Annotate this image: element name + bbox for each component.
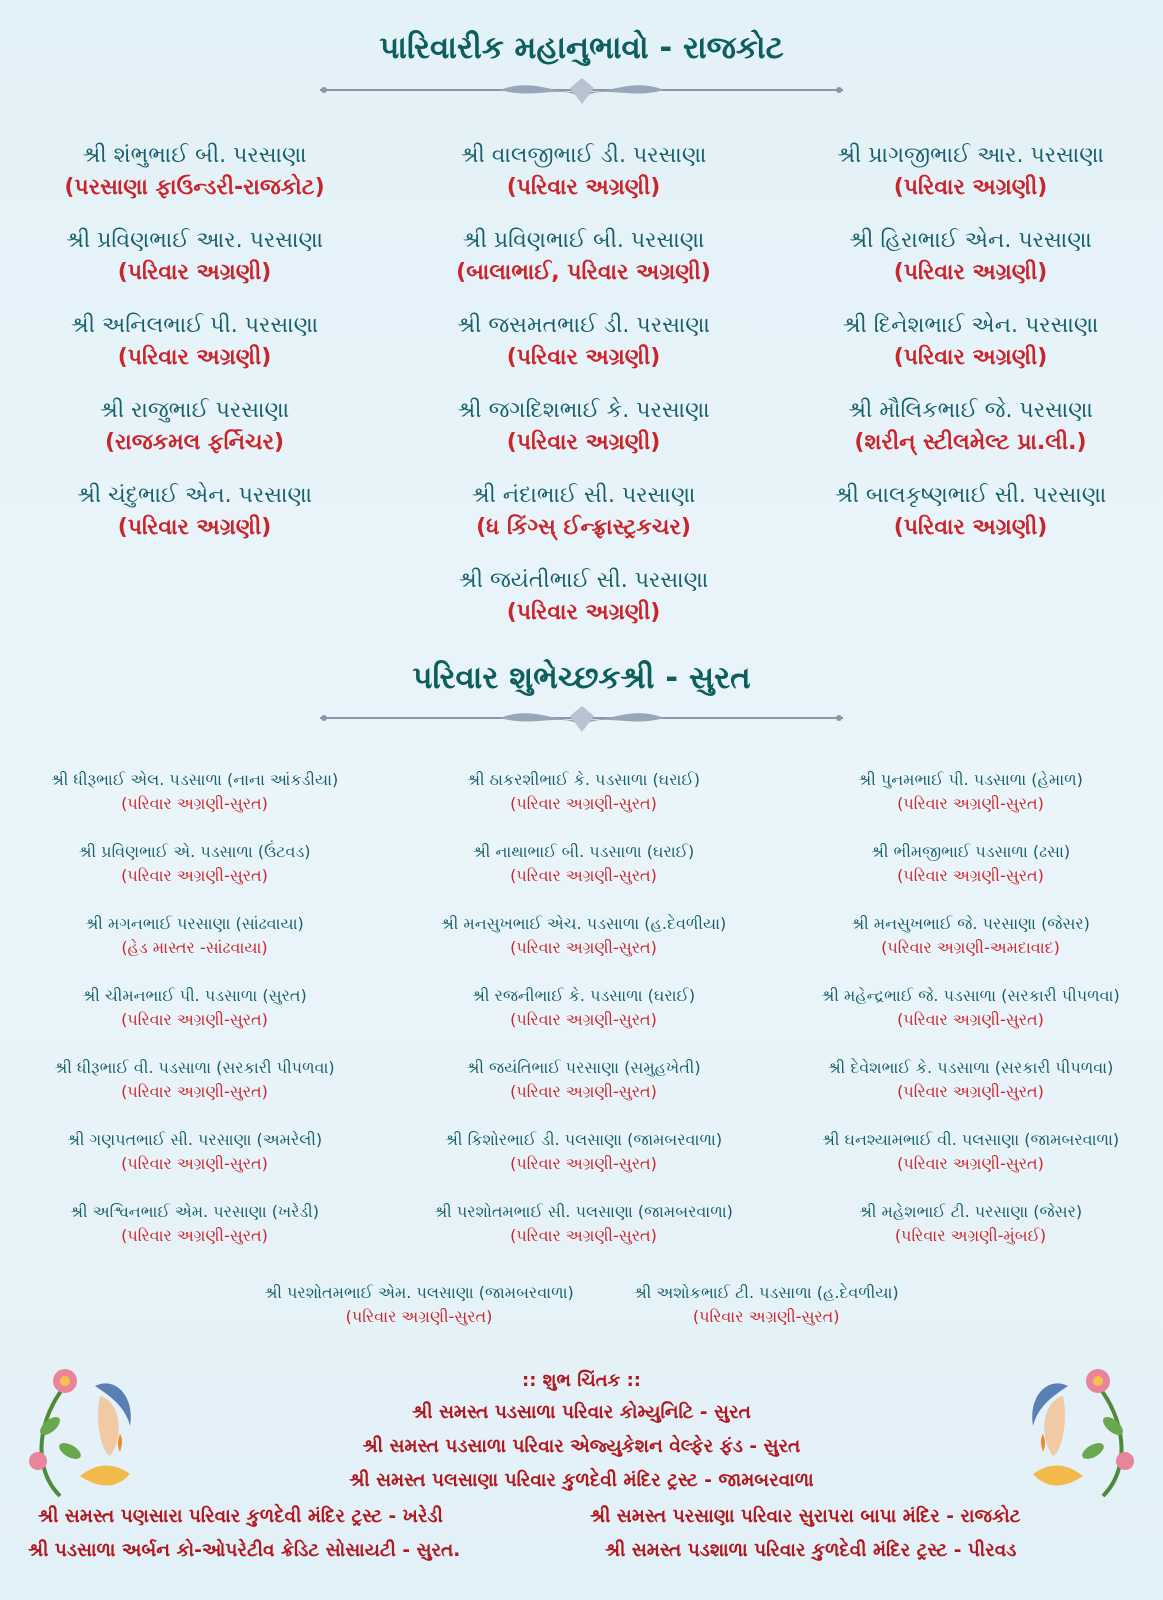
well-wisher-line: શ્રી સમસ્ત પણસારા પરિવાર કુળદેવી મંદિર ટ્રસ્ટ - ખરેડી — [38, 1506, 443, 1527]
member-name: શ્રી દિનેશભાઈ એન. પરસાણા — [842, 313, 1099, 338]
well-wisher-line: શ્રી સમસ્ત પડસાળા પરિવાર કોમ્યુનિટિ - સુરત — [412, 1402, 751, 1423]
member-entry — [859, 1200, 1082, 1272]
surat-member-grid — [0, 768, 1163, 1272]
member-name: શ્રી જયંતિભાઈ પરસાણા (સમુહખેતી) — [466, 1058, 701, 1077]
member-entry — [54, 1056, 334, 1128]
member-role: (પરિવાર અગ્રણી-સુરત) — [897, 794, 1044, 813]
member-name: શ્રી ચીમનભાઈ પી. પડસાળા (સુરત) — [82, 986, 307, 1005]
member-role: (પરસાણા ફાઉન્ડરી-રાજકોટ) — [64, 175, 325, 200]
member-role: (પરિવાર અગ્રણી-સુરત) — [510, 866, 657, 885]
member-name: શ્રી શંભુભાઈ બી. પરસાણા — [82, 143, 307, 168]
member-role: (પરિવાર અગ્રણી) — [117, 345, 272, 370]
member-entry — [821, 984, 1119, 1056]
member-entry — [835, 480, 1107, 565]
member-role: (પરિવાર અગ્રણી) — [506, 600, 661, 625]
member-role: (પરિવાર અગ્રણી-મુંબઈ) — [894, 1226, 1047, 1245]
member-name: શ્રી ગણપતભાઈ સી. પરસાણા (અમરેલી) — [66, 1130, 323, 1149]
member-entry — [851, 912, 1090, 984]
member-role: (પરિવાર અગ્રણી-સુરત) — [121, 866, 268, 885]
member-name: શ્રી ઘનશ્યામભાઈ વી. પલસાણા (જામબરવાળા) — [821, 1130, 1120, 1149]
member-role: (બાલાભાઈ, પરિવાર અગ્રણી) — [456, 260, 711, 285]
member-entry — [456, 225, 711, 310]
member-entry — [472, 984, 695, 1056]
member-name: શ્રી મગનભાઈ પરસાણા (સાંઢવાયા) — [85, 914, 304, 933]
member-entry — [871, 840, 1070, 912]
ornamental-divider — [320, 706, 843, 736]
member-role: (પરિવાર અગ્રણી) — [506, 345, 661, 370]
member-name: શ્રી ઠાકરશીભાઈ કે. પડસાળા (ઘરાઈ) — [466, 770, 701, 789]
member-entry — [848, 395, 1093, 480]
member-entry — [467, 768, 700, 840]
member-role: (પરિવાર અગ્રણી-સુરત) — [121, 1226, 268, 1245]
member-entry — [466, 1056, 700, 1128]
member-column — [0, 140, 389, 650]
member-name: શ્રી ધીરૂભાઈ વી. પડસાળા (સરકારી પીપળવા) — [54, 1058, 335, 1077]
member-name: શ્રી જગદિશભાઈ કે. પરસાણા — [457, 398, 710, 423]
member-role: (પરિવાર અગ્રણી-સુરત) — [510, 794, 657, 813]
member-entry — [434, 1200, 733, 1272]
rajkot-member-grid — [0, 140, 1163, 650]
member-name: શ્રી પ્રવિણભાઈ બી. પરસાણા — [462, 228, 705, 253]
member-entry — [849, 225, 1092, 310]
member-entry — [634, 1281, 899, 1353]
well-wishers-heading: :: શુભ ચિંતક :: — [522, 1370, 641, 1391]
well-wisher-line: શ્રી સમસ્ત પડસાળા પરિવાર એજ્યુકેશન વેલ્ફેર ફંડ - સુરત — [362, 1436, 801, 1457]
member-entry — [461, 140, 707, 225]
member-role: (ધ કિંગ્સ્ ઈન્ફ્રાસ્ટ્રકચર) — [476, 515, 691, 540]
member-column — [389, 140, 778, 650]
member-name: શ્રી પરશોતમભાઈ સી. પલસાણા (જામબરવાળા) — [434, 1202, 733, 1221]
member-entry — [77, 480, 312, 565]
member-name: શ્રી નાથાભાઈ બી. પડસાળા (ઘરાઈ) — [472, 842, 695, 861]
member-name: શ્રી પ્રવિણભાઈ એ. પડસાળા (ઉંટવડ) — [78, 842, 311, 861]
member-column — [778, 140, 1163, 650]
member-role: (પરિવાર અગ્રણી) — [893, 345, 1048, 370]
member-column — [389, 768, 778, 1272]
member-entry — [100, 395, 289, 480]
member-role: (પરિવાર અગ્રણી-સુરત) — [897, 1154, 1044, 1173]
member-role: (પરિવાર અગ્રણી-સુરત) — [510, 1226, 657, 1245]
member-entry — [71, 310, 318, 395]
member-role: (પરિવાર અગ્રણી) — [117, 260, 272, 285]
member-role: (પરિવાર અગ્રણી) — [893, 175, 1048, 200]
member-name: શ્રી હિરાભાઈ એન. પરસાણા — [849, 228, 1092, 253]
member-entry — [264, 1281, 573, 1353]
well-wisher-line: શ્રી સમસ્ત પરસાણા પરિવાર સુરાપરા બાપા મંદિર - રાજકોટ — [590, 1506, 1021, 1527]
member-name: શ્રી અશોકભાઈ ટી. પડસાળા (હ.દેવળીયા) — [633, 1283, 899, 1302]
member-name: શ્રી પરશોતમભાઈ એમ. પલસાણા (જામબરવાળા) — [264, 1283, 574, 1302]
member-entry — [457, 395, 709, 480]
surat-title: પરિવાર શુભેચ્છકશ્રી - સુરત — [412, 660, 751, 696]
member-entry — [858, 768, 1083, 840]
member-name: શ્રી મૌલિકભાઈ જે. પરસાણા — [848, 398, 1093, 423]
member-role: (પરિવાર અગ્રણી) — [893, 515, 1048, 540]
surat-bottom-pair — [0, 1281, 1163, 1353]
member-entry — [459, 565, 708, 650]
member-role: (પરિવાર અગ્રણી-સુરત) — [121, 1154, 268, 1173]
member-name: શ્રી મહેન્દ્રભાઈ જે. પડસાળા (સરકારી પીપળવા) — [821, 986, 1120, 1005]
member-role: (હેડ માસ્તર -સાંઢવાયા) — [121, 938, 268, 957]
member-name: શ્રી ધીરૂભાઈ એલ. પડસાળા (નાના આંકડીયા) — [50, 770, 339, 789]
member-role: (પરિવાર અગ્રણી) — [506, 175, 661, 200]
member-name: શ્રી અશ્વિનભાઈ એમ. પરસાણા (ખરેડી) — [70, 1202, 319, 1221]
member-role: (રાજકમલ ફર્નિચર) — [104, 430, 285, 455]
member-name: શ્રી રાજુભાઈ પરસાણા — [99, 398, 290, 423]
member-entry — [473, 840, 695, 912]
ornamental-divider — [320, 78, 843, 108]
member-name: શ્રી ભીમજીભાઈ પડસાળા (ઢસા) — [870, 842, 1071, 861]
member-role: (પરિવાર અગ્રણી-સુરત) — [897, 1082, 1044, 1101]
member-role: (પરિવાર અગ્રણી-સુરત) — [510, 1010, 657, 1029]
member-role: (શરીન્ સ્ટીલમેલ્ટ પ્રા.લી.) — [854, 430, 1087, 455]
member-role: (પરિવાર અગ્રણી) — [506, 430, 661, 455]
well-wisher-line: શ્રી પડસાળા અર્બન કો-ઓપરેટીવ ક્રેડિટ સોસાયટી - સુરત. — [28, 1540, 461, 1561]
member-entry — [67, 1128, 322, 1200]
member-name: શ્રી જયંતીભાઈ સી. પરસાણા — [458, 568, 709, 593]
member-name: શ્રી વાલજીભાઈ ડી. પરસાણા — [460, 143, 707, 168]
well-wisher-line: શ્રી સમસ્ત પડશાળા પરિવાર કુળદેવી મંદિર ટ્રસ્ટ - પીરવડ — [605, 1540, 1017, 1561]
well-wisher-line: શ્રી સમસ્ત પલસાણા પરિવાર કુળદેવી મંદિર ટ્રસ્ટ - જામબરવાળા — [349, 1470, 814, 1491]
member-name: શ્રી કિશોરભાઈ ડી. પલસાણા (જામબરવાળા) — [444, 1130, 723, 1149]
member-column — [0, 768, 389, 1272]
member-name: શ્રી પ્રવિણભાઈ આર. પરસાણા — [65, 228, 324, 253]
member-entry — [82, 984, 306, 1056]
member-name: શ્રી પુનમભાઈ પી. પડસાળા (હેમાળ) — [858, 770, 1083, 789]
member-entry — [828, 1056, 1114, 1128]
member-role: (પરિવાર અગ્રણી-સુરત) — [897, 866, 1044, 885]
member-name: શ્રી જસમતભાઈ ડી. પરસાણા — [457, 313, 710, 338]
member-entry — [70, 1200, 319, 1272]
member-entry — [85, 912, 303, 984]
member-role: (પરિવાર અગ્રણી-સુરત) — [121, 1010, 268, 1029]
member-role: (પરિવાર અગ્રણી) — [117, 515, 272, 540]
member-name: શ્રી મનસુખભાઈ એચ. પડસાળા (હ.દેવળીયા) — [440, 914, 727, 933]
rajkot-title: પારિવારીક મહાનુભાવો - રાજકોટ — [379, 30, 784, 66]
member-entry — [51, 768, 339, 840]
member-entry — [822, 1128, 1119, 1200]
member-entry — [64, 140, 324, 225]
member-name: શ્રી બાલકૃષ્ણભાઈ સી. પરસાણા — [834, 483, 1107, 508]
member-role: (પરિવાર અગ્રણી-અમદાવાદ) — [881, 938, 1060, 957]
member-role: (પરિવાર અગ્રણી-સુરત) — [121, 794, 268, 813]
member-entry — [441, 912, 727, 984]
member-role: (પરિવાર અગ્રણી-સુરત) — [510, 938, 657, 957]
member-name: શ્રી રજનીભાઈ કે. પડસાળા (ઘરાઈ) — [471, 986, 696, 1005]
member-entry — [78, 840, 310, 912]
member-name: શ્રી ચંદુભાઈ એન. પરસાણા — [76, 483, 313, 508]
member-entry — [472, 480, 696, 565]
member-column — [778, 768, 1163, 1272]
member-role: (પરિવાર અગ્રણી-સુરત) — [510, 1082, 657, 1101]
member-entry — [457, 310, 710, 395]
member-name: શ્રી પ્રાગજીભાઈ આર. પરસાણા — [837, 143, 1104, 168]
member-name: શ્રી નંદાભાઈ સી. પરસાણા — [471, 483, 696, 508]
member-role: (પરિવાર અગ્રણી-સુરત) — [345, 1307, 493, 1326]
member-role: (પરિવાર અગ્રણી-સુરત) — [510, 1154, 657, 1173]
member-role: (પરિવાર અગ્રણી-સુરત) — [897, 1010, 1044, 1029]
member-role: (પરિવાર અગ્રણી-સુરત) — [692, 1307, 840, 1326]
member-entry — [843, 310, 1099, 395]
member-name: શ્રી મહેશભાઈ ટી. પરસાણા (જેસર) — [858, 1202, 1083, 1221]
member-entry — [837, 140, 1104, 225]
member-role: (પરિવાર અગ્રણી-સુરત) — [121, 1082, 268, 1101]
member-name: શ્રી દેવેશભાઈ કે. પડસાળા (સરકારી પીપળવા) — [827, 1058, 1114, 1077]
member-entry — [66, 225, 323, 310]
member-entry — [445, 1128, 722, 1200]
member-name: શ્રી મનસુખભાઈ જે. પરસાણા (જેસર) — [851, 914, 1090, 933]
member-role: (પરિવાર અગ્રણી) — [893, 260, 1048, 285]
member-name: શ્રી અનિલભાઈ પી. પરસાણા — [70, 313, 319, 338]
